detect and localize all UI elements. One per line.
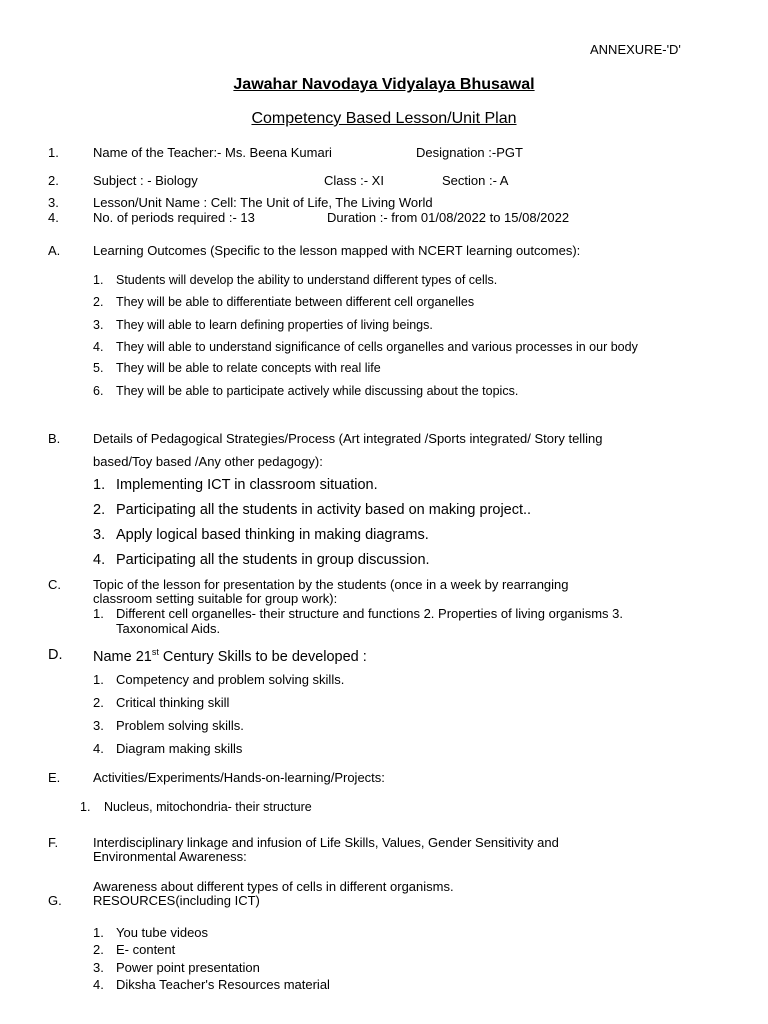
duration: Duration :- from 01/08/2022 to 15/08/2022 (327, 210, 570, 225)
list-number: 4. (93, 977, 104, 992)
list-item: Students will develop the ability to understand different types of cells. (116, 273, 498, 287)
superscript: st (151, 647, 159, 657)
list-item: Diagram making skills (116, 741, 243, 756)
heading-text: Century Skills to be developed : (158, 648, 367, 665)
list-number: 5. (93, 361, 104, 375)
subject: Subject : - Biology (93, 173, 198, 188)
section-f-heading-line1: Interdisciplinary linkage and infusion of Life Skills, Values, Gender Sensitivity and (93, 835, 559, 850)
section-g-heading: RESOURCES(including ICT) (93, 893, 260, 908)
row-number: 1. (48, 145, 59, 160)
list-number: 3. (93, 718, 104, 733)
list-number: 2. (93, 502, 106, 518)
designation: Designation :-PGT (416, 145, 523, 160)
section-b-heading-line1: Details of Pedagogical Strategies/Process (Art integrated /Sports integrated/ Story telling (93, 431, 603, 446)
list-number: 4. (93, 741, 104, 756)
list-item: They will be able to relate concepts with real life (116, 361, 381, 375)
row-number: 3. (48, 195, 59, 210)
list-number: 6. (93, 384, 104, 398)
plan-subtitle: Competency Based Lesson/Unit Plan (251, 110, 517, 127)
section-e-heading: Activities/Experiments/Hands-on-learning/Projects: (93, 770, 385, 785)
list-item: They will able to learn defining properties of living beings. (116, 318, 433, 332)
section-c-item-line1: Different cell organelles- their structure and functions 2. Properties of living organisms 3. (116, 606, 624, 621)
list-item: Apply logical based thinking in making diagrams. (116, 527, 429, 543)
list-item: They will be able to differentiate between different cell organelles (116, 295, 475, 309)
list-item: They will be able to participate actively while discussing about the topics. (116, 384, 519, 398)
teacher-name: Name of the Teacher:- Ms. Beena Kumari (93, 145, 332, 160)
list-number: 3. (93, 318, 104, 332)
section-a-heading: Learning Outcomes (Specific to the lesson mapped with NCERT learning outcomes): (93, 243, 581, 258)
list-item: Problem solving skills. (116, 718, 244, 733)
section-a-letter: A. (48, 243, 61, 258)
list-item: You tube videos (116, 925, 209, 940)
list-number: 4. (93, 340, 104, 354)
list-number: 1. (93, 273, 104, 287)
list-item: Power point presentation (116, 960, 260, 975)
list-number: 1. (93, 925, 104, 940)
section-b-heading-line2: based/Toy based /Any other pedagogy): (93, 454, 323, 469)
section-d-heading (93, 647, 367, 665)
section-c-letter: C. (48, 577, 61, 592)
list-number: 1. (93, 606, 104, 621)
class: Class :- XI (324, 173, 384, 188)
list-item: Participating all the students in group discussion. (116, 552, 430, 568)
heading-text: Name 21 (93, 648, 152, 665)
section-c-item-line2: Taxonomical Aids. (116, 621, 221, 636)
list-item: Critical thinking skill (116, 695, 230, 710)
list-item: Implementing ICT in classroom situation. (116, 477, 378, 493)
list-item: Competency and problem solving skills. (116, 672, 345, 687)
list-number: 1. (93, 477, 106, 493)
section-d-letter: D. (48, 647, 63, 663)
periods: No. of periods required :- 13 (93, 210, 255, 225)
section-e-letter: E. (48, 770, 61, 785)
list-number: 1. (93, 672, 104, 687)
list-number: 1. (80, 800, 91, 814)
section-e-item: Nucleus, mitochondria- their structure (104, 800, 312, 814)
list-number: 2. (93, 942, 104, 957)
section-f-heading-line2: Environmental Awareness: (93, 849, 247, 864)
list-number: 4. (93, 552, 106, 568)
row-number: 4. (48, 210, 59, 225)
section-g-letter: G. (48, 893, 62, 908)
list-item: They will able to understand significance of cells organelles and various processes in our body (116, 340, 638, 354)
list-number: 3. (93, 527, 106, 543)
list-item: E- content (116, 942, 176, 957)
section-f-letter: F. (48, 835, 59, 850)
section-b-letter: B. (48, 431, 61, 446)
lesson-name: Lesson/Unit Name : Cell: The Unit of Life, The Living World (93, 195, 433, 210)
list-number: 2. (93, 295, 104, 309)
list-number: 3. (93, 960, 104, 975)
annexure-label: ANNEXURE-'D' (590, 42, 681, 57)
row-number: 2. (48, 173, 59, 188)
list-number: 2. (93, 695, 104, 710)
section-f-body: Awareness about different types of cells in different organisms. (93, 879, 454, 894)
list-item: Diksha Teacher's Resources material (116, 977, 330, 992)
section-c-heading-line1: Topic of the lesson for presentation by the students (once in a week by rearranging (93, 577, 569, 592)
list-item: Participating all the students in activity based on making project.. (116, 502, 532, 518)
section: Section :- A (442, 173, 509, 188)
school-title: Jawahar Navodaya Vidyalaya Bhusawal (233, 76, 535, 93)
section-c-heading-line2: classroom setting suitable for group work): (93, 591, 338, 606)
